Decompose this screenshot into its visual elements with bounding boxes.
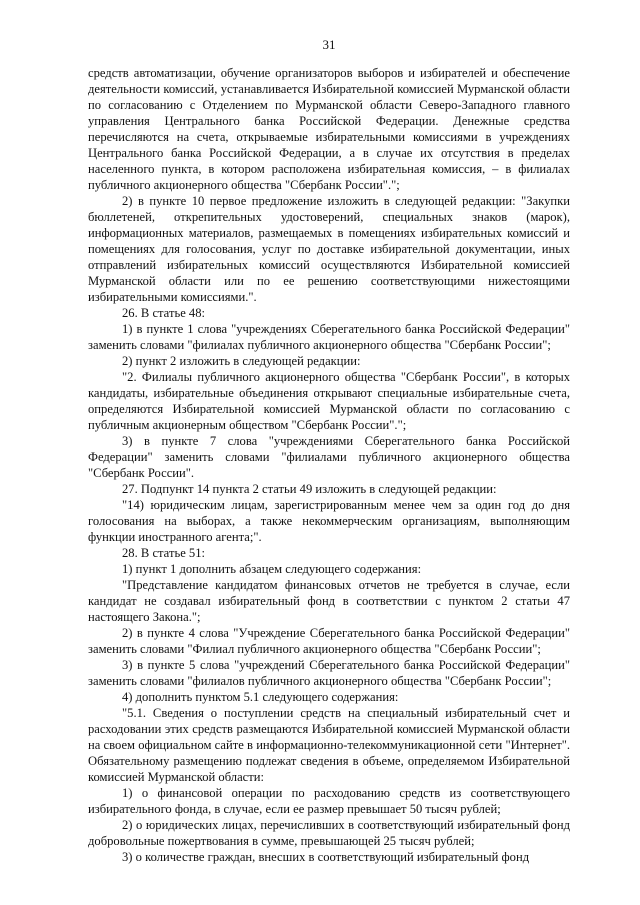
paragraph: 26. В статье 48:	[122, 306, 206, 320]
paragraph: "Представление кандидатом финансовых отчетов не требуется в случае, если кандидат не создавал избирательный фонд в соответствии с пунктом 2 статьи 47 настоящего Закона.";	[88, 578, 570, 624]
paragraph: 3) в пункте 7 слова "учреждениями Сберегательного банка Российской Федерации" заменить словами "филиалами публичного акционерного общества "Сбербанк России".	[88, 434, 570, 480]
paragraph: 2) о юридических лицах, перечисливших в соответствующий избирательный фонд добровольные пожертвования в сумме, превышающей 25 тысяч рублей;	[88, 818, 570, 848]
paragraph: 2) в пункте 4 слова "Учреждение Сберегательного банка Российской Федерации" заменить словами "Филиал публичного акционерного общества "Сбербанк России";	[88, 626, 570, 656]
page-number: 31	[322, 37, 336, 52]
paragraph: 27. Подпункт 14 пункта 2 статьи 49 изложить в следующей редакции:	[122, 482, 497, 496]
document-body	[88, 65, 570, 865]
paragraph: средств автоматизации, обучение организаторов выборов и избирателей и обеспечение деятельности комиссий, устанавливается Избирательной комиссией Мурманской области по согласованию с Отделением по Мурманской области Северо-Западного главного управления Центрального банка Российской Федерации. Денежные средства перечисляются на счета, открываемые избирательными комиссиями в учреждениях Центрального банка Российской Федерации, а в случае их отсутствия в пределах населенного пункта, в котором расположена избирательная комиссия, – в филиалах публичного акционерного общества "Сбербанк России".";	[88, 66, 570, 192]
paragraph: 3) в пункте 5 слова "учреждений Сберегательного банка Российской Федерации" заменить словами "филиалов публичного акционерного общества "Сбербанк России";	[88, 658, 570, 688]
paragraph: 2) пункт 2 изложить в следующей редакции:	[122, 354, 361, 368]
paragraph: 28. В статье 51:	[122, 546, 206, 560]
paragraph: "14) юридическим лицам, зарегистрированным менее чем за один год до дня голосования на выборах, а также некоммерческим организациям, выполняющим функции иностранного агента;".	[88, 498, 570, 544]
paragraph: 1) пункт 1 дополнить абзацем следующего содержания:	[122, 562, 422, 576]
paragraph: 1) в пункте 1 слова "учреждениях Сберегательного банка Российской Федерации" заменить словами "филиалах публичного акционерного общества "Сбербанк России";	[88, 322, 570, 352]
paragraph: 1) о финансовой операции по расходованию средств из соответствующего избирательного фонда, в случае, если ее размер превышает 50 тысяч рублей;	[88, 786, 570, 816]
paragraph: 2) в пункте 10 первое предложение изложить в следующей редакции: "Закупки бюллетеней, открепительных удостоверений, специальных знаков (марок), информационных материалов, размещаемых в помещениях избирательных комиссий и помещениях для голосования, услуг по доставке избирательной документации, иных отправлений избирательных комиссий осуществляются Избирательной комиссией Мурманской области или по ее решению соответствующими нижестоящими избирательными комиссиями.".	[88, 194, 570, 304]
paragraph: 3) о количестве граждан, внесших в соответствующий избирательный фонд	[122, 850, 530, 864]
paragraph: "5.1. Сведения о поступлении средств на специальный избирательный счет и расходовании этих средств размещаются Избирательной комиссией Мурманской области на своем официальном сайте в информационно-телекоммуникационной сети "Интернет". Обязательному размещению подлежат сведения в объеме, определяемом Избирательной комиссией Мурманской области:	[88, 706, 570, 784]
paragraph: "2. Филиалы публичного акционерного общества "Сбербанк России", в которых кандидаты, избирательные объединения открывают специальные избирательные счета, определяются Избирательной комиссией Мурманской области по согласованию с публичным акционерным обществом "Сбербанк России".";	[88, 370, 570, 432]
paragraph: 4) дополнить пунктом 5.1 следующего содержания:	[122, 690, 399, 704]
